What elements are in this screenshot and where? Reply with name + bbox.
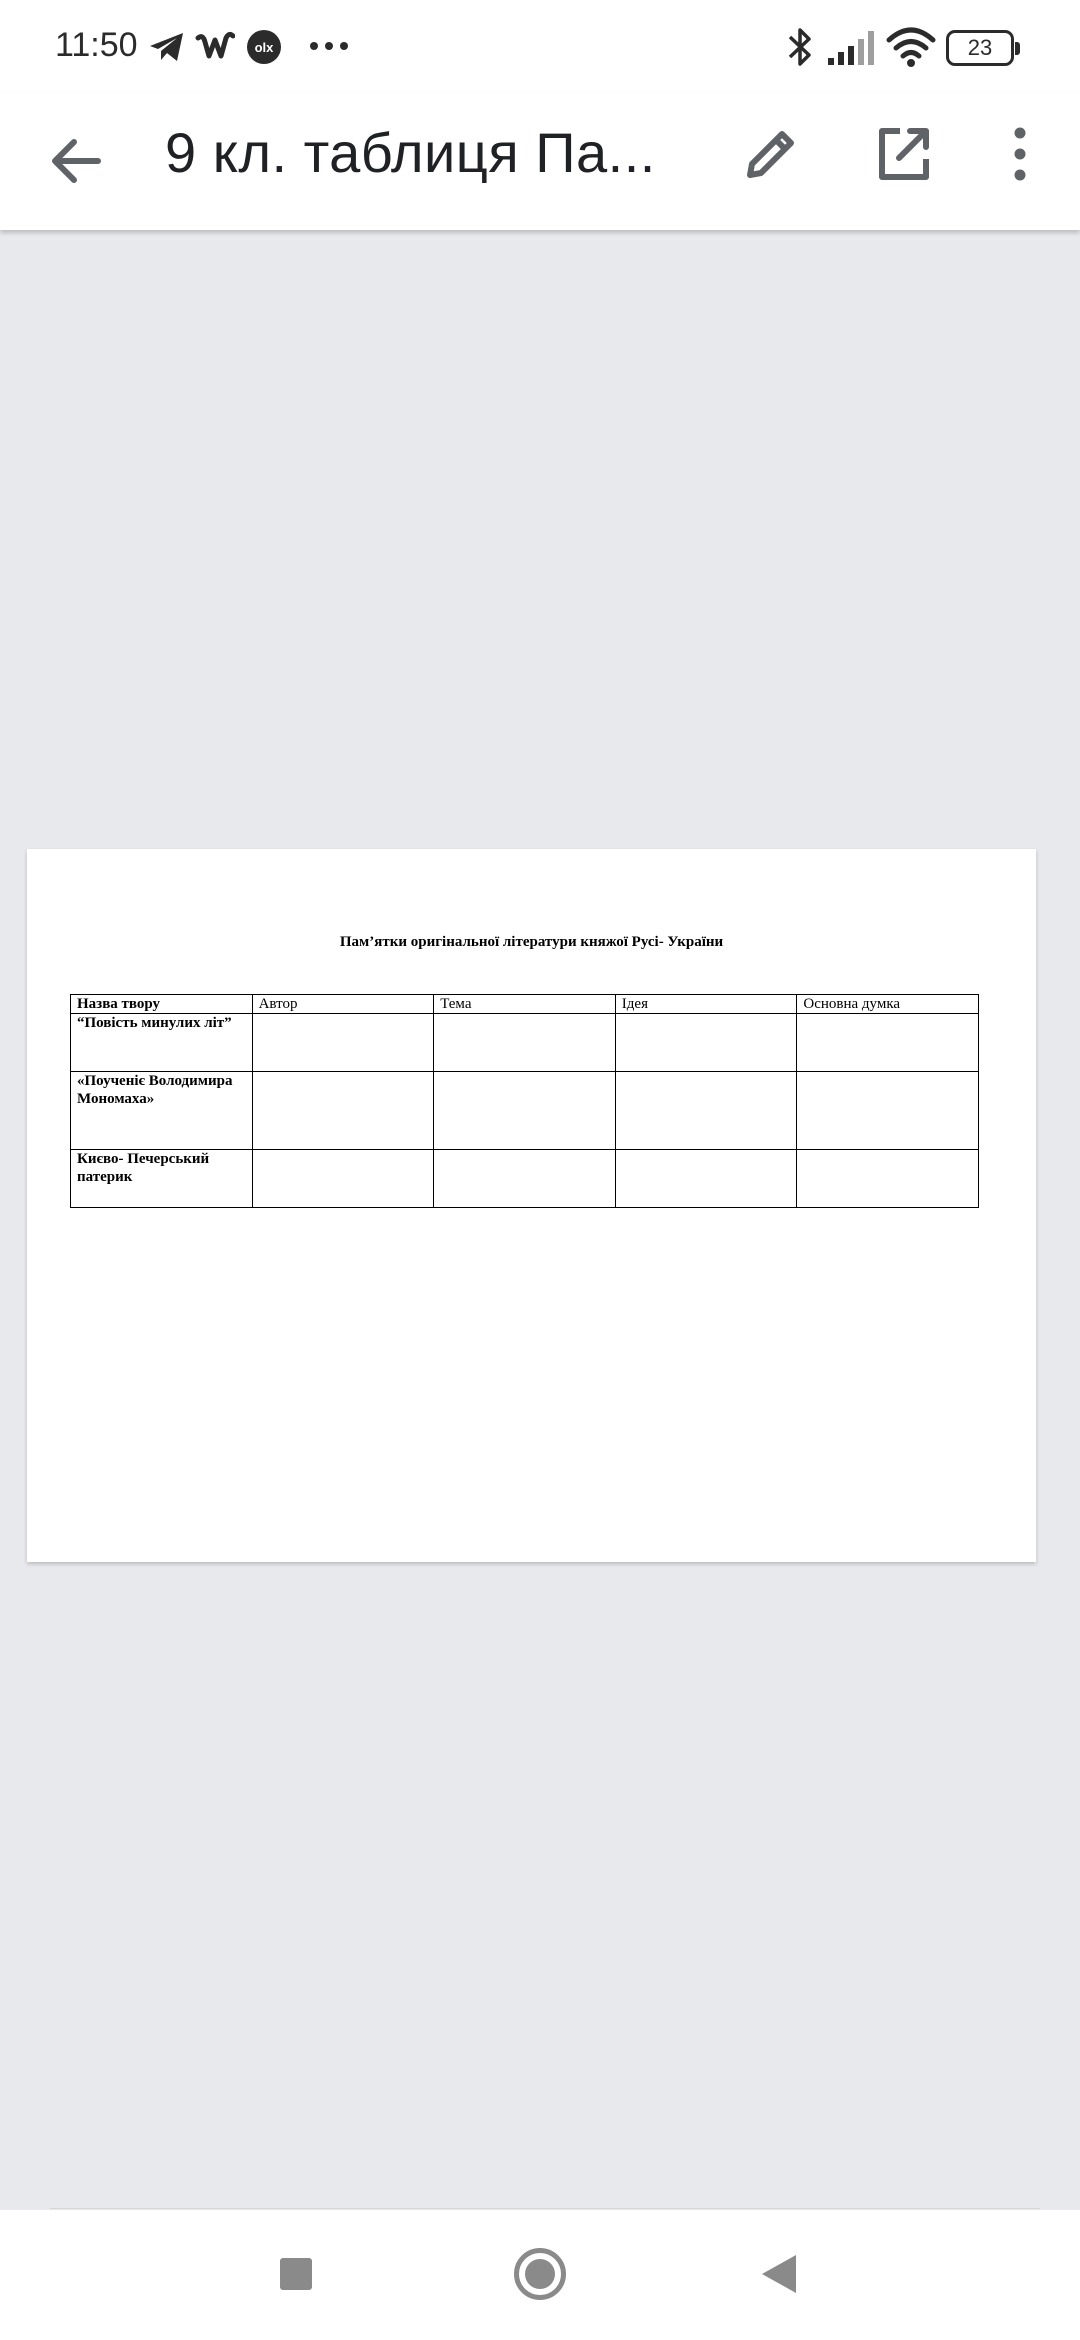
more-notifications-icon (308, 40, 350, 52)
document-title: 9 кл. таблиця Па... (165, 121, 656, 184)
document-page[interactable] (27, 849, 1036, 1562)
document-table (70, 994, 979, 1208)
table-cell (797, 1150, 979, 1208)
telegram-icon (148, 30, 186, 64)
battery-level: 23 (967, 35, 993, 60)
bluetooth-icon (786, 26, 814, 68)
recents-square-icon[interactable] (280, 2258, 312, 2290)
table-cell (615, 1072, 797, 1150)
signal-icon (826, 28, 876, 66)
more-vert-icon[interactable] (1000, 119, 1040, 189)
table-cell (252, 1072, 434, 1150)
table-row (71, 1072, 979, 1150)
back-arrow-icon[interactable] (40, 125, 112, 197)
table-cell (797, 1014, 979, 1072)
edit-pencil-icon[interactable] (736, 119, 806, 189)
table-cell (434, 1072, 616, 1150)
home-circle-icon[interactable] (514, 2248, 566, 2300)
table-header-cell: Ідея (615, 995, 797, 1014)
table-cell (797, 1072, 979, 1150)
document-heading: Пам’ятки оригінальної літератури княжої Русі- України (339, 934, 724, 950)
table-header-cell: Основна думка (797, 995, 979, 1014)
wifi-icon (886, 26, 936, 68)
table-cell (434, 1014, 616, 1072)
table-cell (252, 1014, 434, 1072)
olx-icon (246, 29, 282, 65)
table-cell: Києво- Печерський патерик (71, 1150, 253, 1208)
table-cell (434, 1150, 616, 1208)
table-header-cell: Назва твору (71, 995, 253, 1014)
table-row (71, 1150, 979, 1208)
table-cell (615, 1150, 797, 1208)
table-cell (252, 1150, 434, 1208)
battery-icon (946, 30, 1014, 66)
w-app-icon (195, 30, 235, 64)
status-time: 11:50 (55, 26, 138, 64)
table-header-cell: Тема (434, 995, 616, 1014)
table-cell: «Поученіє Володимира Мономаха» (71, 1072, 253, 1150)
table-cell (615, 1014, 797, 1072)
open-external-icon[interactable] (868, 119, 938, 189)
table-header-cell: Автор (252, 995, 434, 1014)
svg-text:olx: olx (254, 40, 274, 55)
nav-divider (50, 2208, 1040, 2209)
status-bar (0, 0, 1080, 92)
table-row (71, 1014, 979, 1072)
back-triangle-icon[interactable] (762, 2255, 796, 2293)
table-cell: “Повість минулих літ” (71, 1014, 253, 1072)
navigation-bar (0, 2210, 1080, 2340)
app-bar (0, 92, 1080, 230)
table-header-row (71, 995, 979, 1014)
